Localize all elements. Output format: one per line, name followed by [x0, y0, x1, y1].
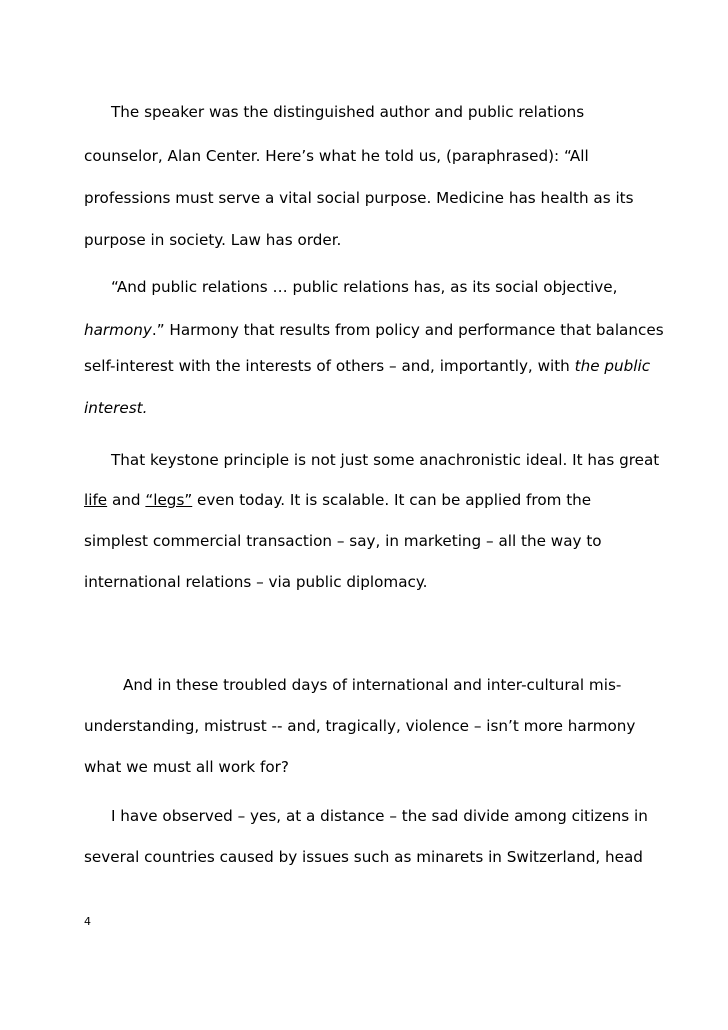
paragraph-5-line-2: several countries caused by issues such as minarets in Switzerland, head	[84, 848, 643, 866]
paragraph-1-line-3: professions must serve a vital social purpose. Medicine has health as its	[84, 189, 634, 207]
paragraph-3-line-2	[84, 490, 591, 510]
paragraph-2-line-3	[84, 356, 650, 376]
paragraph-3-line-4: international relations – via public diplomacy.	[84, 573, 428, 591]
paragraph-1-line-4: purpose in society. Law has order.	[84, 231, 342, 249]
paragraph-3-line-2-mid: and	[107, 491, 146, 509]
paragraph-2-line-2	[84, 320, 664, 340]
paragraph-4-line-2: understanding, mistrust -- and, tragically, violence – isn’t more harmony	[84, 717, 636, 735]
underlined-life: life	[84, 491, 108, 509]
paragraph-3-line-1: That keystone principle is not just some anachronistic ideal. It has great	[111, 451, 660, 469]
paragraph-2-line-2-rest: .” Harmony that results from policy and performance that balances	[151, 321, 664, 339]
page-number: 4	[84, 915, 91, 928]
paragraph-4-line-1: And in these troubled days of international and inter-cultural mis-	[123, 676, 622, 694]
paragraph-2-line-1: “And public relations … public relations has, as its social objective,	[111, 278, 618, 296]
italic-the-public: the public	[574, 357, 651, 375]
italic-harmony: harmony	[84, 321, 152, 339]
paragraph-3-line-3: simplest commercial transaction – say, in marketing – all the way to	[84, 532, 602, 550]
paragraph-3-line-2-rest: even today. It is scalable. It can be applied from the	[192, 491, 592, 509]
paragraph-1-line-2: counselor, Alan Center. Here’s what he told us, (paraphrased): “All	[84, 147, 589, 165]
paragraph-1-line-1: The speaker was the distinguished author and public relations	[111, 103, 585, 121]
paragraph-2-line-4: interest.	[84, 399, 148, 417]
paragraph-2-line-3-start: self-interest with the interests of others – and, importantly, with	[84, 357, 575, 375]
underlined-legs: “legs”	[145, 491, 193, 509]
paragraph-4-line-3: what we must all work for?	[84, 758, 289, 776]
paragraph-5-line-1: I have observed – yes, at a distance – the sad divide among citizens in	[111, 807, 648, 825]
